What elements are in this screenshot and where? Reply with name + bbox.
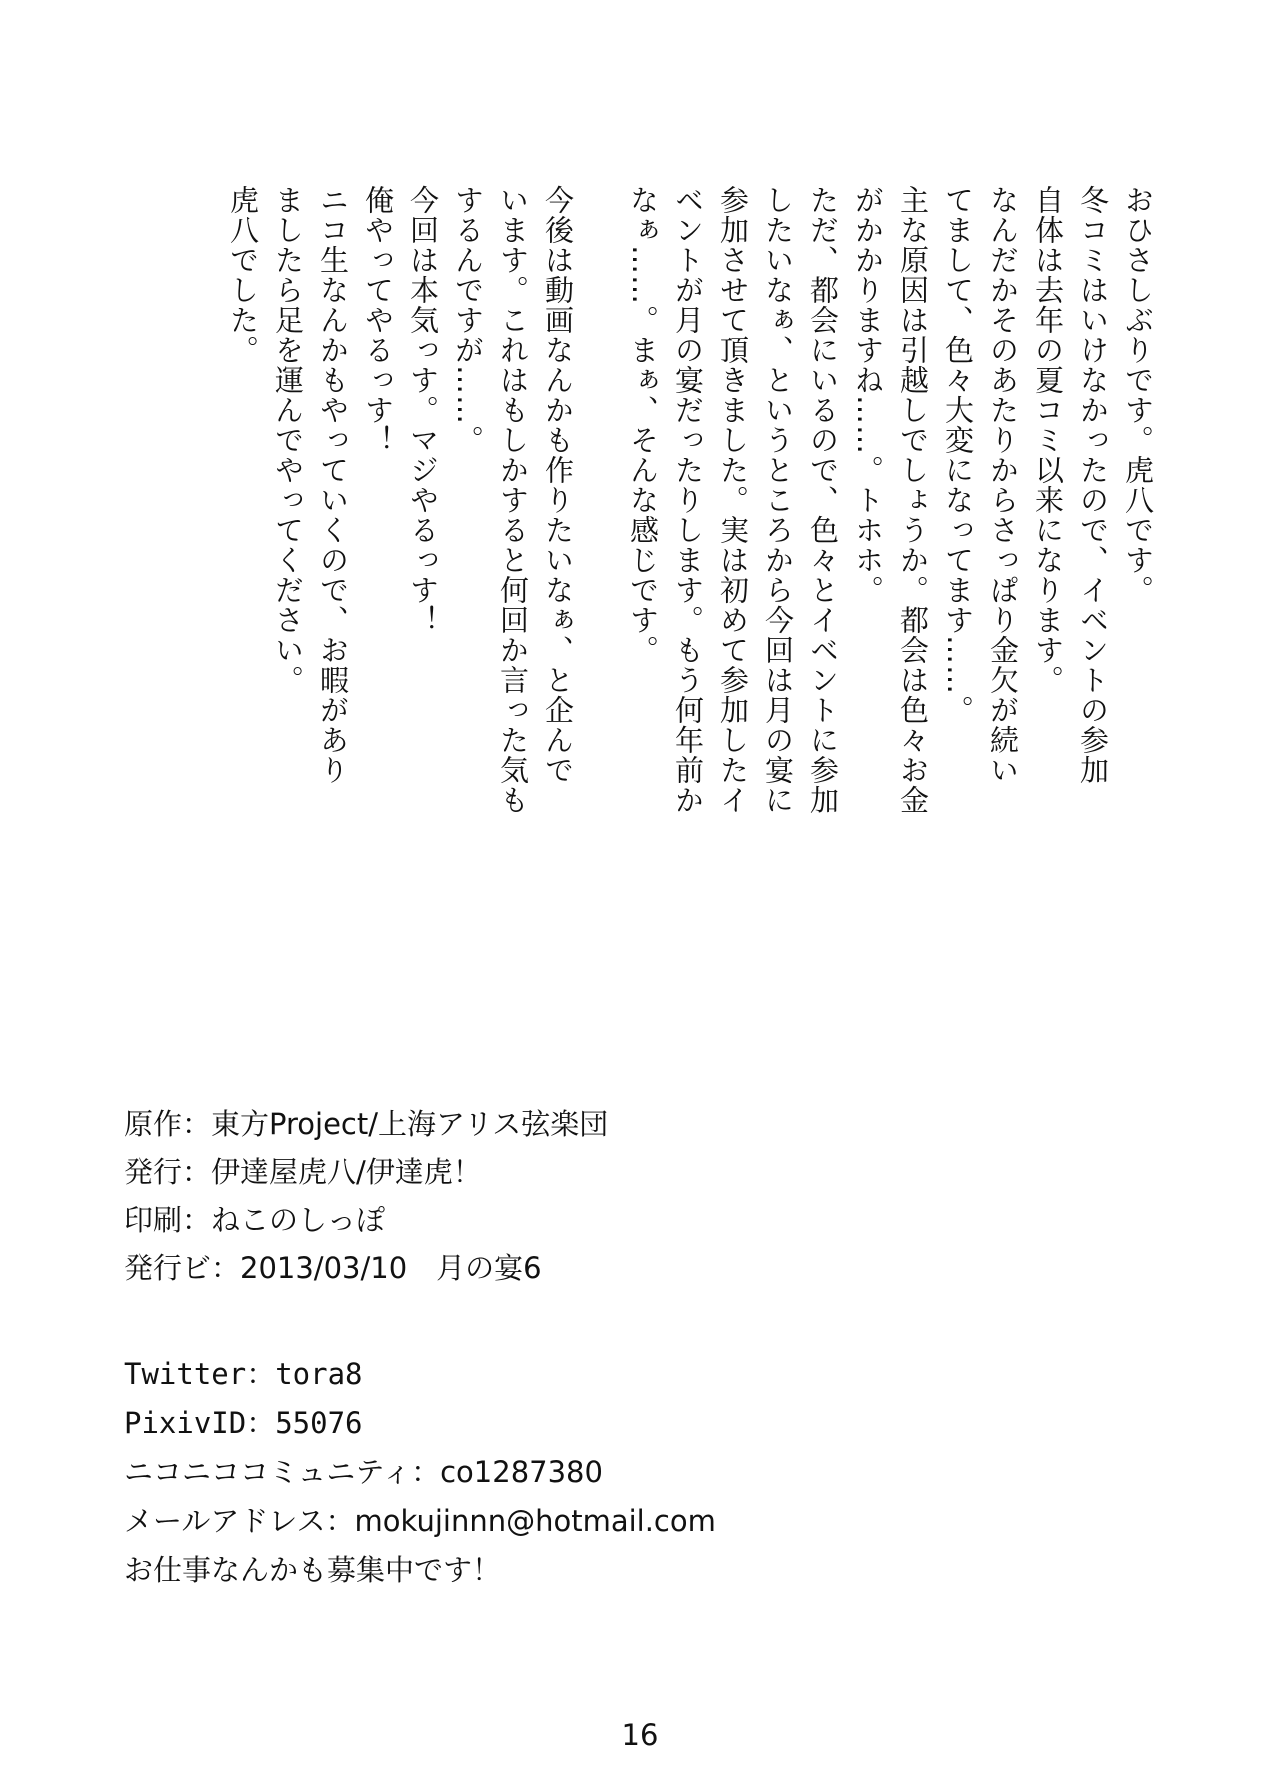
message-line: 冬コミはいけなかったので、イベントの参加: [1076, 185, 1110, 785]
message-line: なぁ……。まぁ、そんな感じです。: [626, 185, 660, 665]
message-line: 今後は動画なんかも作りたいなぁ、と企んで: [541, 185, 575, 785]
message-line: 自体は去年の夏コミ以来になります。: [1031, 185, 1065, 695]
message-line: てまして、色々大変になってます……。: [941, 185, 975, 725]
publisher: 発行：伊達屋虎八/伊達虎！: [124, 1155, 482, 1189]
printer: 印刷：ねこのしっぽ: [124, 1203, 386, 1237]
work-request: お仕事なんかも募集中です！: [124, 1553, 502, 1587]
niconico-community: ニコニココミュニティ：co1287380: [124, 1455, 603, 1489]
message-line: するんですが……。: [451, 185, 485, 455]
message-line: います。これはもしかすると何回か言った気も: [496, 185, 530, 815]
twitter-handle: Twitter：tora8: [124, 1357, 363, 1391]
original-work: 原作：東方Project/上海アリス弦楽団: [124, 1107, 609, 1141]
message-line: なんだかそのあたりからさっぱり金欠が続い: [986, 185, 1020, 785]
issue-date: 発行ビ：2013/03/10 月の宴6: [124, 1251, 542, 1285]
message-line: ただ、都会にいるので、色々とイベントに参加: [806, 185, 840, 815]
message-line: おひさしぶりです。虎八です。: [1121, 185, 1155, 605]
message-line: ニコ生なんかもやっていくので、お暇があり: [316, 185, 350, 785]
message-line: がかかりますね……。トホホ。: [851, 185, 885, 605]
message-line: 参加させて頂きました。実は初めて参加したイ: [716, 185, 750, 815]
email-address: メールアドレス：mokujinnn@hotmail.com: [124, 1504, 716, 1538]
contact-info: [124, 1350, 716, 1595]
message-line: 俺やってやるっす！: [361, 185, 395, 455]
pixiv-id: PixivID：55076: [124, 1406, 363, 1440]
message-line: ベントが月の宴だったりします。もう何年前か: [671, 185, 705, 815]
afterword-message: [110, 185, 1160, 905]
signature-line: 虎八でした。: [226, 185, 260, 365]
message-line: 今回は本気っす。マジやるっす！: [406, 185, 440, 635]
message-line: ましたら足を運んでやってください。: [271, 185, 305, 695]
message-line: したいなぁ、というところから今回は月の宴に: [761, 185, 795, 815]
message-line: 主な原因は引越しでしょうか。都会は色々お金: [896, 185, 930, 815]
colophon: [124, 1100, 608, 1292]
page-number: 16: [621, 1718, 659, 1752]
paragraph-gap: [580, 185, 620, 905]
